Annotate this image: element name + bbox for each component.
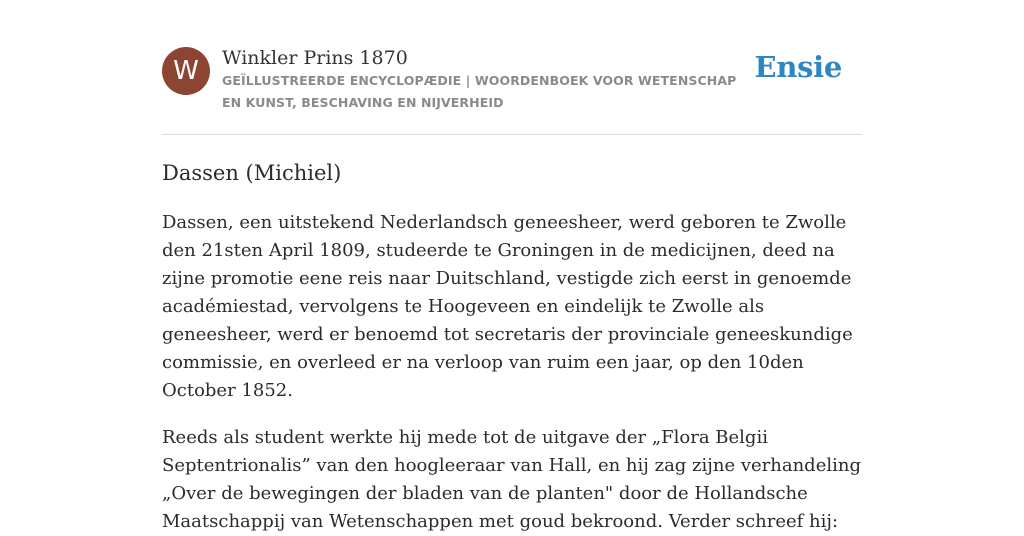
source-subtitle: GEÏLLUSTREERDE ENCYCLOPÆDIE | WOORDENBOEK VOOR WETENSCHAP EN KUNST, BESCHAVING EN NIJVERHEID: [222, 73, 737, 110]
source-meta: [222, 46, 752, 114]
source-avatar[interactable]: W: [162, 47, 210, 95]
brand-logo[interactable]: Ensie: [754, 50, 842, 84]
page-container: [162, 0, 862, 536]
article-title: Dassen (Michiel): [162, 161, 342, 185]
article-paragraph: Reeds als student werkte hij mede tot de uitgave der „Flora Belgii Septentrionalis” van den hoogleeraar van Hall, en hij zag zijne verhandeling „Over de bewegingen der bladen van de planten" door de Hollandsche Maatschappij van Wetenschappen met goud bekroond. Verder schreef hij:: [162, 427, 861, 532]
article-paragraph: Dassen, een uitstekend Nederlandsch geneesheer, werd geboren te Zwolle den 21sten April 1809, studeerde te Groningen in de medicijnen, deed na zijne promotie eene reis naar Duitschland, vestigde zich eerst in genoemde académiestad, vervolgens te Hoogeveen en eindelijk te Zwolle als geneesheer, werd er benoemd tot secretaris der provinciale geneeskundige commissie, en overleed er na verloop van ruim een jaar, op den 10den October 1852.: [162, 212, 853, 401]
source-title[interactable]: Winkler Prins 1870: [222, 47, 408, 69]
